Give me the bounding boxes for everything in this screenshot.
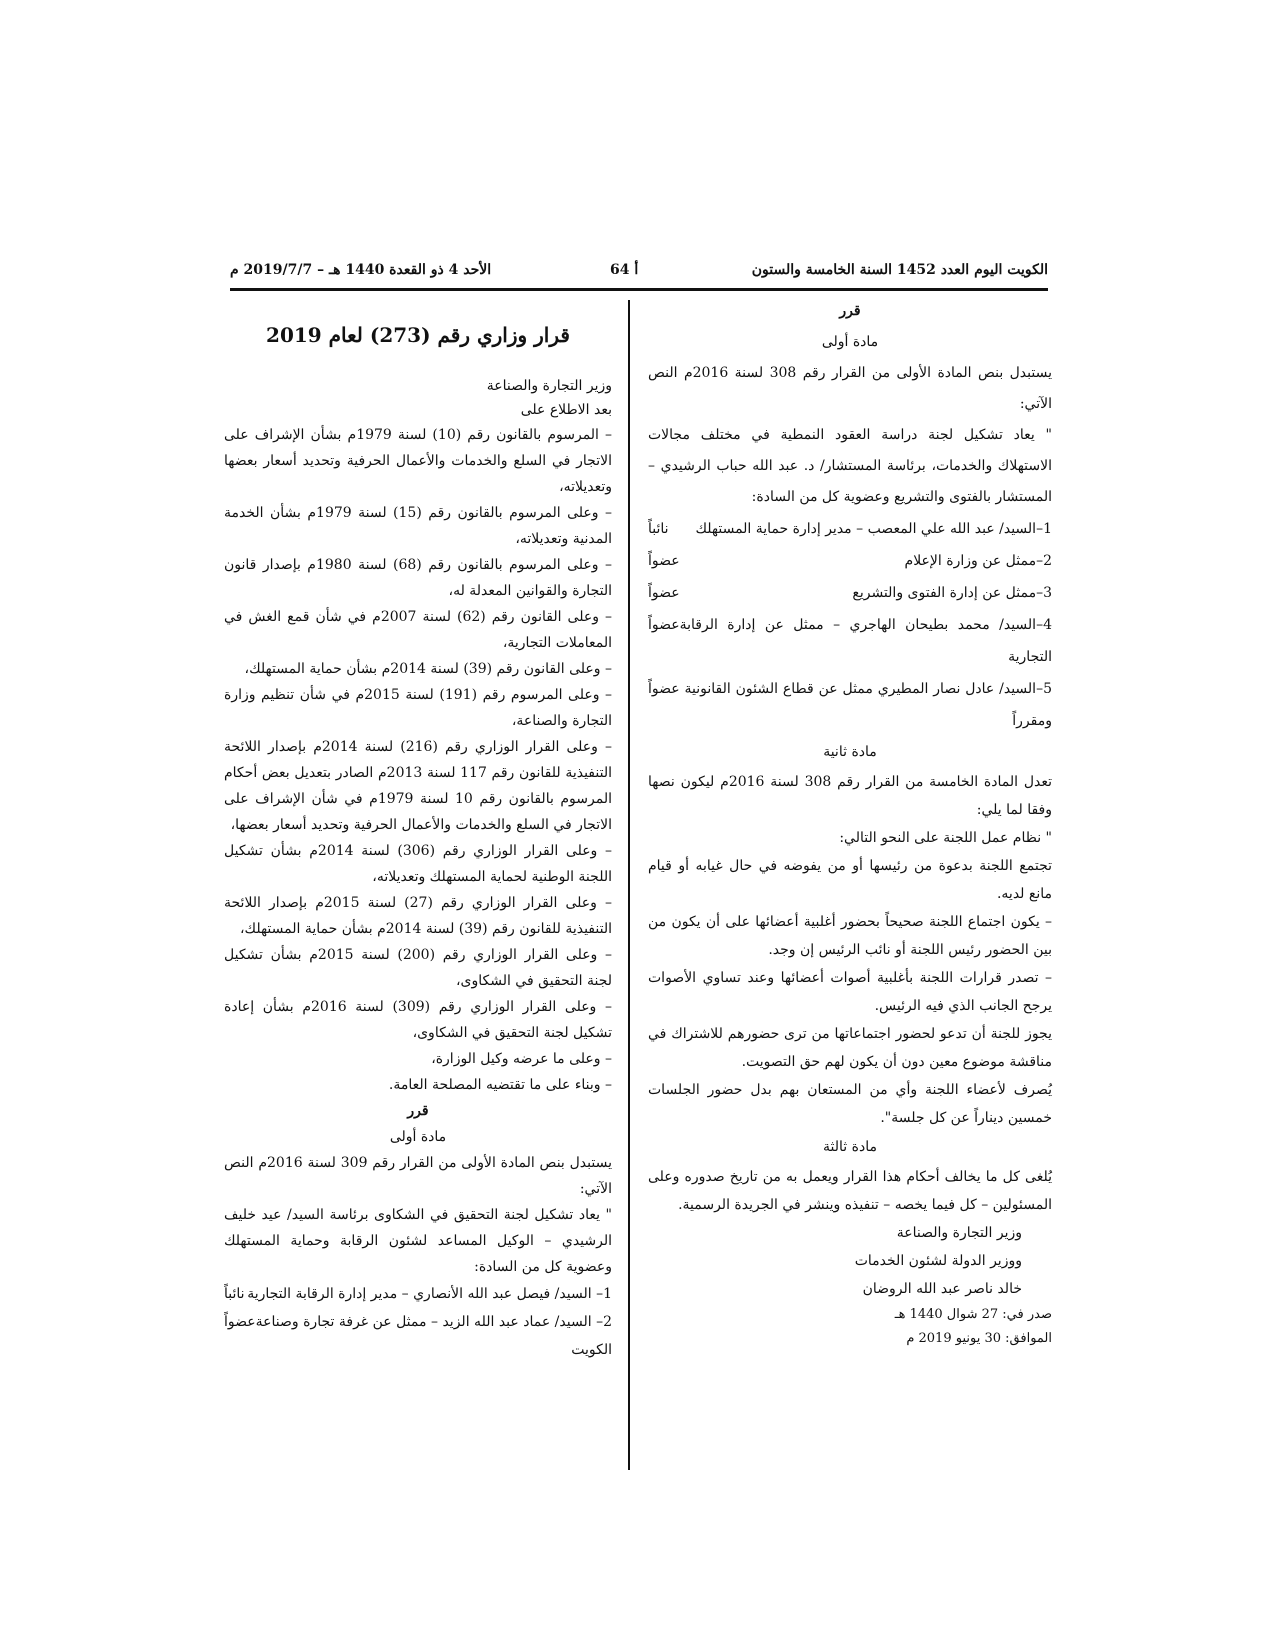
minister-line: وزير التجارة والصناعة	[486, 378, 612, 394]
article-paragraph: " يعاد تشكيل لجنة دراسة العقود النمطية في مختلف مجالات الاستهلاك والخدمات، برئاسة المستشار/ د. عبد الله حباب الرشيدي – المستشار بالفتوى والتشريع وعضوية كل من السادة:	[648, 427, 1052, 505]
member-name: 1– السيد/ فيصل عبد الله الأنصاري – مدير إدارة الرقابة التجارية	[247, 1286, 612, 1302]
article-paragraph: تجتمع اللجنة بدعوة من رئيسها أو من يفوضه في حال غيابه أو قيام مانع لديه.	[648, 858, 1052, 902]
member-name: 5–السيد/ عادل نصار المطيري ممثل عن قطاع الشئون القانونية عضواً ومقرراً	[648, 681, 1052, 729]
decree-title: قرار وزاري رقم (273) لعام 2019	[266, 323, 570, 347]
issue-date: صدر في: 27 شوال 1440 هـ	[894, 1307, 1052, 1322]
member-role: نائباً	[648, 521, 669, 537]
member-role: عضواً	[648, 553, 680, 569]
member-row	[648, 609, 1052, 673]
member-role: عضواً	[648, 617, 680, 633]
issue-date-gregorian: الموافق: 30 يونيو 2019 م	[906, 1331, 1052, 1346]
decided-heading: قرر	[839, 303, 861, 319]
preamble-clause: – وعلى القانون رقم (62) لسنة 2007م في شأن قمع الغش في المعاملات التجارية،	[224, 609, 612, 651]
member-role: عضواً	[224, 1314, 256, 1330]
decided-heading: قرر	[407, 1103, 429, 1119]
article-paragraph: يستبدل بنص المادة الأولى من القرار رقم 308 لسنة 2016م النص الآتي:	[648, 365, 1052, 412]
member-row	[648, 513, 1052, 545]
article-paragraph: يجوز للجنة أن تدعو لحضور اجتماعاتها من ترى حضورهم للاشتراك في مناقشة موضوع معين دون أن يكون لهم حق التصويت.	[648, 1026, 1052, 1070]
header-page-number: 64 أ	[610, 262, 639, 278]
signature-name: خالد ناصر عبد الله الروضان	[862, 1281, 1022, 1297]
preamble-clause: – وعلى القرار الوزاري رقم (216) لسنة 2014م بإصدار اللائحة التنفيذية للقانون رقم 117 لسنة 2013م الصادر بتعديل بعض أحكام المرسوم بالقانون رقم 10 لسنة 1979م في شأن الإشراف على الاتجار في السلع والخدمات والأعمال الحرفية وتحديد أسعار بعضها،	[224, 739, 612, 833]
article-paragraph: تعدل المادة الخامسة من القرار رقم 308 لسنة 2016م ليكون نصها وفقا لما يلي:	[648, 774, 1053, 818]
preamble-clause: – وعلى القرار الوزاري رقم (200) لسنة 2015م بشأن تشكيل لجنة التحقيق في الشكاوى،	[224, 947, 612, 989]
article-heading: مادة أولى	[389, 1129, 447, 1145]
article-heading: مادة أولى	[821, 334, 879, 350]
signature-title: ووزير الدولة لشئون الخدمات	[854, 1253, 1022, 1269]
article-heading: مادة ثالثة	[823, 1139, 877, 1155]
preamble-clause: – وعلى المرسوم بالقانون رقم (15) لسنة 1979م بشأن الخدمة المدنية وتعديلاته،	[224, 505, 612, 547]
preamble-clause: – وعلى القرار الوزاري رقم (27) لسنة 2015م بإصدار اللائحة التنفيذية للقانون رقم (39) لسنة 2014م بشأن حماية المستهلك،	[224, 895, 612, 937]
article-paragraph: يُصرف لأعضاء اللجنة وأي من المستعان بهم بدل حضور الجلسات خمسين ديناراً عن كل جلسة".	[648, 1082, 1052, 1126]
left-column	[224, 296, 612, 1364]
preamble-clause: – المرسوم بالقانون رقم (10) لسنة 1979م بشأن الإشراف على الاتجار في السلع والخدمات والأعمال الحرفية وتحديد أسعار بعضها وتعديلاته،	[224, 427, 613, 495]
article-heading: مادة ثانية	[823, 744, 877, 760]
preamble-clause: – وعلى القانون رقم (39) لسنة 2014م بشأن حماية المستهلك،	[244, 661, 612, 677]
member-name: 4–السيد/ محمد بطيحان الهاجري – ممثل عن إدارة الرقابة التجارية	[679, 617, 1052, 665]
header-issue: الكويت اليوم العدد 1452 السنة الخامسة والستون	[751, 262, 1048, 278]
member-row	[648, 673, 1052, 737]
preamble-clause: – وعلى القرار الوزاري رقم (306) لسنة 2014م بشأن تشكيل اللجنة الوطنية لحماية المستهلك وتعديلاته،	[224, 843, 612, 885]
member-row	[224, 1280, 612, 1308]
preamble-clause: – وعلى المرسوم بالقانون رقم (68) لسنة 1980م بإصدار قانون التجارة والقوانين المعدلة له،	[224, 557, 612, 599]
member-row	[648, 577, 1052, 609]
preamble-clause: – وعلى القرار الوزاري رقم (309) لسنة 2016م بشأن إعادة تشكيل لجنة التحقيق في الشكاوى،	[224, 999, 612, 1041]
header-rule	[230, 288, 1048, 291]
article-paragraph: – يكون اجتماع اللجنة صحيحاً بحضور أغلبية أعضائها على أن يكون من بين الحضور رئيس اللجنة أو نائب الرئيس إن وجد.	[648, 914, 1053, 958]
header-date: الأحد 4 ذو القعدة 1440 هـ – 2019/7/7 م	[230, 262, 492, 278]
member-name: 1–السيد/ عبد الله علي المعصب – مدير إدارة حماية المستهلك	[695, 521, 1052, 537]
article-paragraph: – تصدر قرارات اللجنة بأغلبية أصوات أعضائها وعند تساوي الأصوات يرجح الجانب الذي فيه الرئيس.	[648, 970, 1052, 1014]
page-header	[230, 256, 1048, 288]
article-paragraph: " يعاد تشكيل لجنة التحقيق في الشكاوى برئاسة السيد/ عيد خليف الرشيدي – الوكيل المساعد لشئون الرقابة وحماية المستهلك وعضوية كل من السادة:	[224, 1207, 612, 1275]
member-role: نائباً	[224, 1286, 245, 1302]
member-row	[224, 1308, 612, 1364]
signature-title: وزير التجارة والصناعة	[896, 1225, 1022, 1241]
preamble-clause: – وبناء على ما تقتضيه المصلحة العامة.	[388, 1077, 612, 1093]
member-name: 2– السيد/ عماد عبد الله الزيد – ممثل عن غرفة تجارة وصناعة الكويت	[255, 1314, 612, 1358]
after-review: بعد الاطلاع على	[520, 402, 612, 418]
preamble-clause: – وعلى المرسوم رقم (191) لسنة 2015م في شأن تنظيم وزارة التجارة والصناعة،	[224, 687, 612, 729]
article-paragraph: " نظام عمل اللجنة على النحو التالي:	[839, 830, 1052, 846]
article-paragraph: يُلغى كل ما يخالف أحكام هذا القرار ويعمل به من تاريخ صدوره وعلى المسئولين – كل فيما يخصه – تنفيذه وينشر في الجريدة الرسمية.	[648, 1169, 1052, 1213]
member-name: 3–ممثل عن إدارة الفتوى والتشريع	[852, 585, 1052, 601]
member-name: 2–ممثل عن وزارة الإعلام	[904, 553, 1052, 569]
member-row	[648, 545, 1052, 577]
right-column	[648, 296, 1052, 1351]
member-role: عضواً	[648, 585, 680, 601]
article-paragraph: يستبدل بنص المادة الأولى من القرار رقم 309 لسنة 2016م النص الآتي:	[224, 1155, 612, 1197]
column-divider	[628, 300, 630, 1470]
preamble-clause: – وعلى ما عرضه وكيل الوزارة،	[431, 1051, 612, 1067]
